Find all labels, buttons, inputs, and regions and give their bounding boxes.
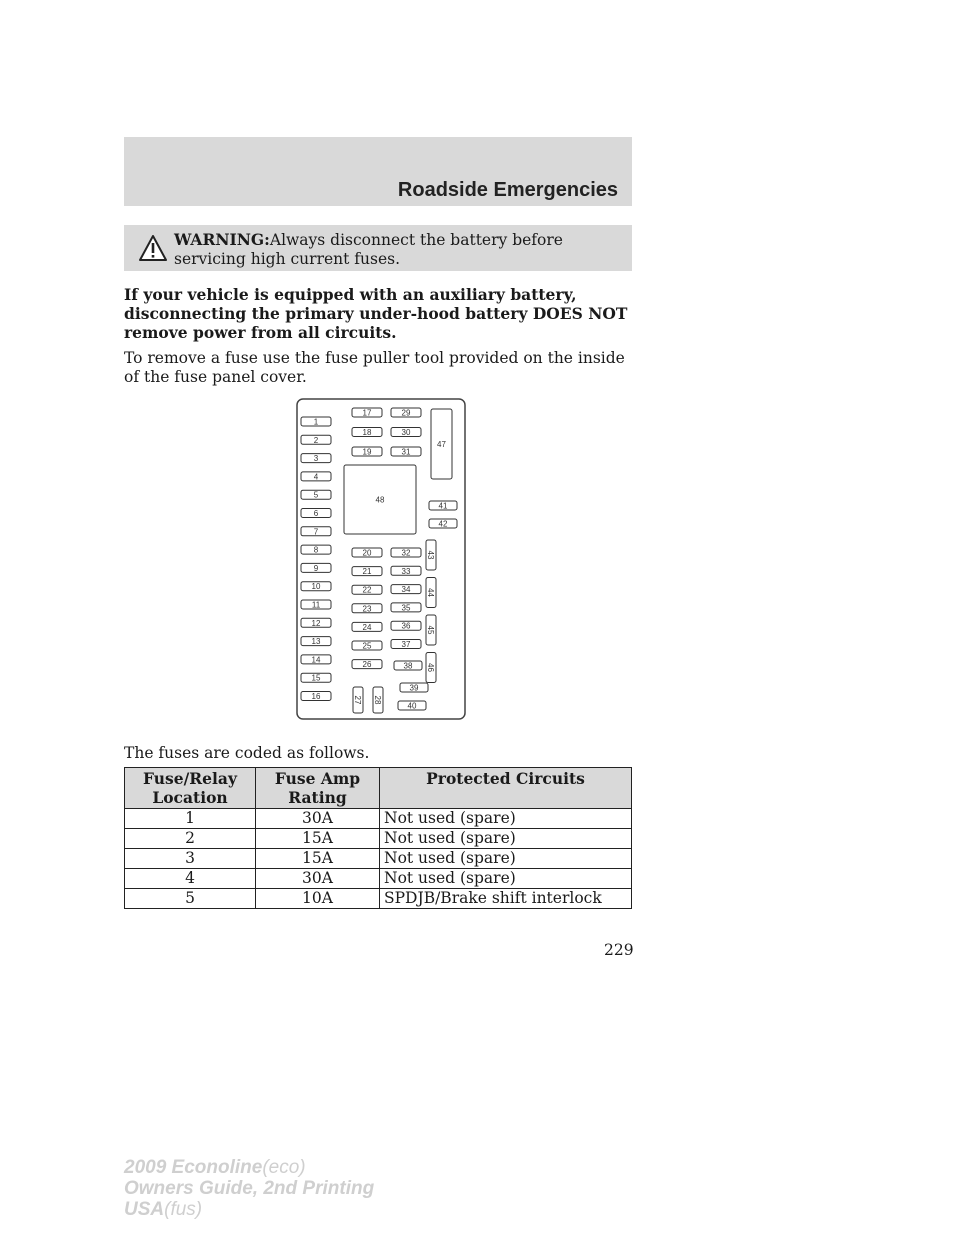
fuse-41 bbox=[429, 501, 457, 511]
fuse-label: 20 bbox=[362, 548, 372, 558]
table-row bbox=[125, 869, 632, 889]
remove-fuse-instruction: To remove a fuse use the fuse puller tool provided on the inside of the fuse panel cover. bbox=[124, 349, 625, 386]
fuse-label: 7 bbox=[313, 527, 319, 537]
cell-location: 5 bbox=[125, 889, 256, 909]
table-row bbox=[125, 849, 632, 869]
cell-rating: 15A bbox=[256, 829, 380, 849]
fuse-label: 36 bbox=[401, 621, 411, 631]
fuse-label: 10 bbox=[311, 582, 321, 592]
fuse-25 bbox=[352, 641, 382, 651]
fuse-label: 25 bbox=[362, 641, 372, 651]
fuse-label: 11 bbox=[311, 600, 321, 610]
fuse-46 bbox=[426, 653, 436, 683]
fuse-48 bbox=[344, 465, 416, 534]
fuse-11 bbox=[301, 600, 331, 610]
fuse-label: 12 bbox=[311, 618, 321, 628]
fuse-24 bbox=[352, 622, 382, 632]
footer-model: 2009 Econoline bbox=[124, 1157, 263, 1178]
fuse-label: 6 bbox=[313, 509, 319, 518]
fuse-label: 42 bbox=[438, 519, 448, 529]
fuse-16 bbox=[301, 692, 331, 702]
cell-location: 1 bbox=[125, 809, 256, 829]
fuse-18 bbox=[352, 428, 382, 438]
footer-market: USA bbox=[124, 1199, 165, 1220]
fuse-38 bbox=[394, 661, 422, 671]
warning-message: Always disconnect the battery before servicing high current fuses. bbox=[174, 231, 563, 268]
header-protected-circuits: Protected Circuits bbox=[380, 768, 632, 809]
cell-rating: 10A bbox=[256, 889, 380, 909]
cell-location: 2 bbox=[125, 829, 256, 849]
fuse-22 bbox=[352, 585, 382, 595]
fuse-label: 40 bbox=[407, 701, 417, 711]
cell-location: 3 bbox=[125, 849, 256, 869]
fuse-44 bbox=[426, 578, 436, 608]
fuse-47 bbox=[431, 409, 452, 479]
fuse-3 bbox=[301, 454, 331, 464]
table-row bbox=[125, 889, 632, 909]
fuse-30 bbox=[391, 428, 421, 438]
warning-label: WARNING: bbox=[174, 230, 270, 249]
fuse-32 bbox=[391, 548, 421, 558]
footer-edition: Owners Guide, 2nd Printing bbox=[124, 1178, 375, 1199]
section-header bbox=[124, 137, 632, 206]
fuse-label: 19 bbox=[362, 447, 372, 457]
header-location: Fuse/Relay Location bbox=[125, 768, 256, 809]
fuse-label: 15 bbox=[311, 673, 321, 683]
fuse-4 bbox=[301, 472, 331, 482]
cell-circuit: SPDJB/Brake shift interlock bbox=[380, 889, 632, 909]
fuse-17 bbox=[352, 408, 382, 418]
cell-circuit: Not used (spare) bbox=[380, 869, 632, 889]
fuse-label: 27 bbox=[353, 695, 362, 705]
fuse-label: 32 bbox=[401, 548, 411, 558]
fuse-43 bbox=[426, 540, 436, 570]
fuse-15 bbox=[301, 673, 331, 683]
fuse-36 bbox=[391, 621, 421, 631]
fuse-label: 30 bbox=[401, 428, 411, 437]
fuse-10 bbox=[301, 582, 331, 592]
cell-circuit: Not used (spare) bbox=[380, 829, 632, 849]
fuse-29 bbox=[391, 408, 421, 418]
fuse-label: 38 bbox=[403, 661, 413, 671]
fuse-label: 37 bbox=[401, 640, 411, 649]
fuse-label: 1 bbox=[313, 417, 319, 427]
fuse-33 bbox=[391, 566, 421, 576]
fuses-coded-intro: The fuses are coded as follows. bbox=[124, 744, 370, 762]
fuse-label: 24 bbox=[362, 622, 372, 632]
fuse-label: 47 bbox=[437, 440, 446, 449]
table-row bbox=[125, 809, 632, 829]
fuse-1 bbox=[301, 417, 331, 427]
fuse-label: 45 bbox=[426, 625, 435, 635]
fuse-label: 5 bbox=[313, 490, 319, 500]
fuse-5 bbox=[301, 490, 331, 500]
fuse-label: 39 bbox=[409, 683, 419, 693]
fuse-12 bbox=[301, 618, 331, 628]
fuse-label: 28 bbox=[373, 695, 382, 705]
fuse-label: 22 bbox=[362, 585, 372, 595]
section-title: Roadside Emergencies bbox=[397, 179, 618, 201]
fuse-table bbox=[124, 767, 632, 909]
fuse-label: 44 bbox=[426, 588, 435, 597]
fuse-2 bbox=[301, 435, 331, 445]
fuse-label: 23 bbox=[362, 604, 372, 614]
fuse-35 bbox=[391, 603, 421, 613]
fuse-label: 18 bbox=[362, 428, 372, 437]
fuse-20 bbox=[352, 548, 382, 558]
fuse-7 bbox=[301, 527, 331, 537]
aux-battery-note: If your vehicle is equipped with an auxiliary battery, disconnecting the primary under-hood battery DOES NOT remove power from all circuits. bbox=[124, 285, 628, 342]
warning-triangle-icon bbox=[138, 234, 168, 262]
fuse-label: 4 bbox=[313, 472, 319, 482]
fuse-8 bbox=[301, 545, 331, 555]
page-number: 229 bbox=[604, 941, 634, 959]
fuse-label: 29 bbox=[401, 408, 411, 418]
fuse-label: 21 bbox=[362, 567, 372, 577]
fuse-label: 46 bbox=[426, 663, 435, 672]
fuse-39 bbox=[400, 683, 428, 693]
cell-rating: 30A bbox=[256, 869, 380, 889]
fuse-label: 41 bbox=[438, 501, 448, 511]
fuse-40 bbox=[398, 701, 426, 711]
header-amp-rating: Fuse Amp Rating bbox=[256, 768, 380, 809]
table-header-row bbox=[125, 768, 632, 809]
fuse-28 bbox=[373, 687, 383, 713]
fuse-label: 8 bbox=[313, 545, 319, 555]
cell-rating: 15A bbox=[256, 849, 380, 869]
cell-rating: 30A bbox=[256, 809, 380, 829]
fuse-34 bbox=[391, 585, 421, 595]
fuse-label: 31 bbox=[401, 447, 411, 457]
fuse-label: 3 bbox=[313, 454, 319, 464]
warning-text bbox=[174, 230, 624, 269]
fuse-23 bbox=[352, 604, 382, 614]
fuse-label: 33 bbox=[401, 566, 411, 576]
footer-print-info bbox=[124, 1157, 374, 1220]
warning-box bbox=[124, 225, 632, 271]
fuse-panel-diagram bbox=[296, 398, 466, 720]
footer-market-code: (fus) bbox=[164, 1199, 203, 1220]
table-row bbox=[125, 829, 632, 849]
fuse-label: 2 bbox=[313, 435, 319, 445]
fuse-19 bbox=[352, 447, 382, 457]
fuse-42 bbox=[429, 519, 457, 529]
fuse-13 bbox=[301, 637, 331, 647]
cell-location: 4 bbox=[125, 869, 256, 889]
fuse-14 bbox=[301, 655, 331, 665]
fuse-27 bbox=[353, 687, 363, 713]
fuse-label: 43 bbox=[426, 550, 435, 560]
fuse-label: 16 bbox=[311, 692, 321, 701]
fuse-label: 26 bbox=[362, 660, 372, 670]
fuse-21 bbox=[352, 567, 382, 577]
fuse-label: 9 bbox=[313, 563, 319, 573]
fuse-37 bbox=[391, 640, 421, 650]
footer-model-code: (eco) bbox=[262, 1157, 306, 1178]
fuse-45 bbox=[426, 615, 436, 645]
cell-circuit: Not used (spare) bbox=[380, 849, 632, 869]
fuse-26 bbox=[352, 660, 382, 670]
cell-circuit: Not used (spare) bbox=[380, 809, 632, 829]
fuse-9 bbox=[301, 563, 331, 573]
fuse-label: 14 bbox=[311, 655, 321, 665]
fuse-label: 48 bbox=[375, 495, 385, 505]
fuse-label: 13 bbox=[311, 637, 321, 647]
fuse-31 bbox=[391, 447, 421, 457]
fuse-label: 35 bbox=[401, 603, 411, 613]
fuse-label: 17 bbox=[362, 408, 372, 418]
fuse-label: 34 bbox=[401, 585, 411, 595]
fuse-6 bbox=[301, 509, 331, 519]
